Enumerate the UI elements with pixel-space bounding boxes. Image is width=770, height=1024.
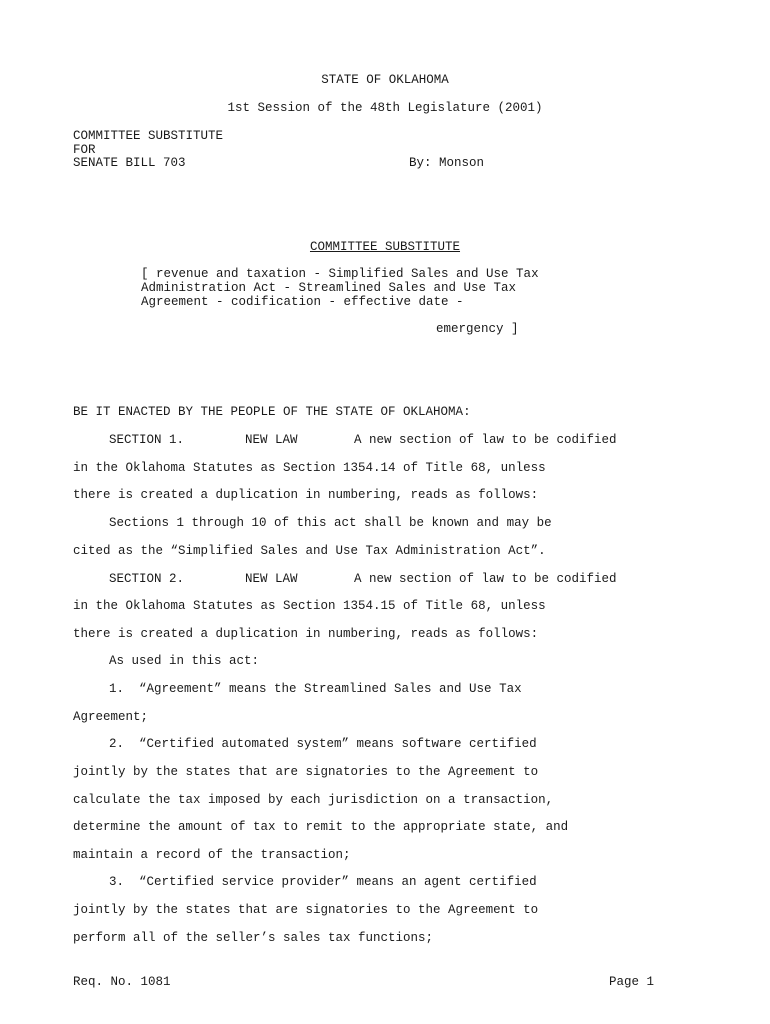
section-text: A new section of law to be codified: [354, 433, 617, 447]
bill-number: SENATE BILL 703: [73, 156, 186, 170]
committee-substitute-label: COMMITTEE SUBSTITUTE: [73, 129, 224, 143]
section-text: As used in this act:: [109, 654, 260, 668]
definition-text: Agreement;: [73, 710, 149, 724]
for-label: FOR: [73, 143, 96, 157]
title-line: Agreement - codification - effective date -: [141, 295, 464, 309]
section-text: in the Oklahoma Statutes as Section 1354.14 of Title 68, unless: [73, 461, 546, 475]
section-label: SECTION 1.: [109, 433, 185, 447]
section-text: there is created a duplication in numbering, reads as follows:: [73, 627, 539, 641]
enacting-clause: BE IT ENACTED BY THE PEOPLE OF THE STATE OF OKLAHOMA:: [73, 405, 471, 419]
section-text: cited as the “Simplified Sales and Use Tax Administration Act”.: [73, 544, 546, 558]
definition-text: jointly by the states that are signatories to the Agreement to: [73, 903, 539, 917]
definition-text: determine the amount of tax to remit to the appropriate state, and: [73, 820, 569, 834]
definition-text: perform all of the seller’s sales tax functions;: [73, 931, 434, 945]
section-label: SECTION 2.: [109, 572, 185, 586]
section-text: Sections 1 through 10 of this act shall be known and may be: [109, 516, 552, 530]
session-heading: 1st Session of the 48th Legislature (2001): [227, 101, 543, 115]
new-law-label: NEW LAW: [245, 572, 298, 586]
definition-text: maintain a record of the transaction;: [73, 848, 351, 862]
bill-author: By: Monson: [409, 156, 485, 170]
title-line: emergency ]: [436, 322, 519, 336]
section-text: in the Oklahoma Statutes as Section 1354.15 of Title 68, unless: [73, 599, 546, 613]
page-number: Page 1: [609, 975, 655, 989]
title-heading: COMMITTEE SUBSTITUTE: [309, 240, 461, 254]
title-line: Administration Act - Streamlined Sales and Use Tax: [141, 281, 517, 295]
definition-text: 1. “Agreement” means the Streamlined Sales and Use Tax: [109, 682, 522, 696]
new-law-label: NEW LAW: [245, 433, 298, 447]
title-line: [ revenue and taxation - Simplified Sales and Use Tax: [141, 267, 539, 281]
request-number: Req. No. 1081: [73, 975, 171, 989]
definition-text: 2. “Certified automated system” means software certified: [109, 737, 537, 751]
definition-text: calculate the tax imposed by each jurisdiction on a transaction,: [73, 793, 554, 807]
section-text: there is created a duplication in numbering, reads as follows:: [73, 488, 539, 502]
definition-text: jointly by the states that are signatories to the Agreement to: [73, 765, 539, 779]
section-text: A new section of law to be codified: [354, 572, 617, 586]
definition-text: 3. “Certified service provider” means an agent certified: [109, 875, 537, 889]
state-heading: STATE OF OKLAHOMA: [321, 73, 449, 87]
